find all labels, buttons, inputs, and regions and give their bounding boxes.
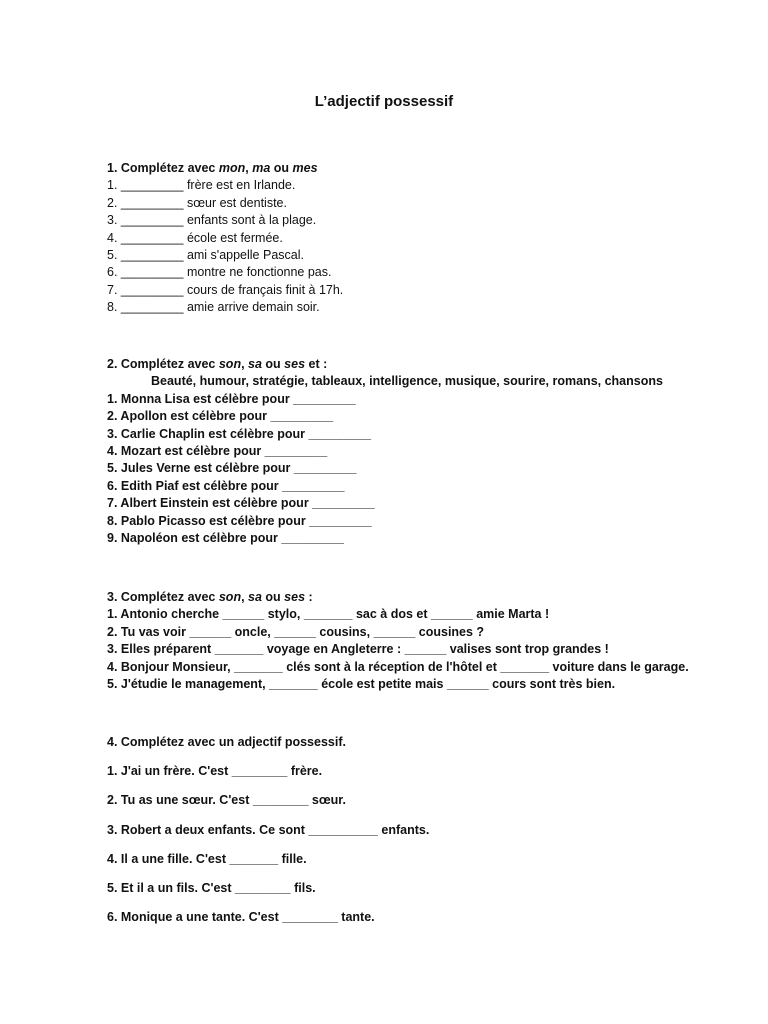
exercise-3-heading <box>107 589 727 606</box>
heading-separator: ou <box>270 161 293 175</box>
heading-keyword: ses <box>284 357 306 371</box>
exercise-3 <box>107 589 727 693</box>
heading-text: 3. Complétez avec <box>107 590 219 604</box>
exercise-item: 6. Monique a une tante. C'est ________ tante. <box>107 910 375 925</box>
heading-keyword: ma <box>252 161 271 175</box>
exercise-item: 1. J'ai un frère. C'est ________ frère. <box>107 764 323 779</box>
heading-text: 2. Complétez avec <box>107 357 219 371</box>
exercise-item: 5. _________ ami s'appelle Pascal. <box>107 247 304 262</box>
heading-keyword: son <box>218 357 242 371</box>
exercise-2-heading <box>107 356 727 373</box>
word-bank: Beauté, humour, stratégie, tableaux, intelligence, musique, sourire, romans, chansons <box>151 374 663 389</box>
exercise-item: 1. Monna Lisa est célèbre pour _________ <box>107 391 356 406</box>
exercise-4 <box>107 734 727 938</box>
exercise-1-heading <box>107 160 727 177</box>
exercise-item: 8. _________ amie arrive demain soir. <box>107 300 320 315</box>
exercise-item: 8. Pablo Picasso est célèbre pour _________ <box>107 513 372 528</box>
heading-keyword: mon <box>218 161 246 175</box>
exercise-item: 2. _________ sœur est dentiste. <box>107 195 287 210</box>
exercise-item: 1. _________ frère est en Irlande. <box>107 178 296 193</box>
exercise-item: 7. Albert Einstein est célèbre pour _________ <box>107 496 375 511</box>
exercise-1 <box>107 160 727 317</box>
exercise-item: 3. _________ enfants sont à la plage. <box>107 213 317 228</box>
heading-text: et : <box>305 357 328 371</box>
exercise-4-heading: 4. Complétez avec un adjectif possessif. <box>107 735 346 749</box>
heading-separator: ou <box>261 590 285 604</box>
heading-keyword: mes <box>292 161 318 175</box>
exercise-item: 2. Tu as une sœur. C'est ________ sœur. <box>107 793 346 808</box>
exercise-item: 2. Apollon est célèbre pour _________ <box>107 409 334 424</box>
exercise-2 <box>107 356 727 547</box>
exercise-item: 6. Edith Piaf est célèbre pour _________ <box>107 478 345 493</box>
exercise-item: 4. Il a une fille. C'est _______ fille. <box>107 851 307 866</box>
heading-keyword: sa <box>248 357 262 371</box>
exercise-item: 3. Carlie Chaplin est célèbre pour _________ <box>107 426 372 441</box>
exercise-item: 5. Jules Verne est célèbre pour _________ <box>107 461 357 476</box>
exercise-item: 5. Et il a un fils. C'est ________ fils. <box>107 880 316 895</box>
heading-keyword: son <box>218 590 242 604</box>
page-title: L’adjectif possessif <box>314 93 454 110</box>
heading-text: 1. Complétez avec <box>107 161 219 175</box>
exercise-item: 3. Robert a deux enfants. Ce sont __________ enfants. <box>107 822 430 837</box>
exercise-item: 5. J'étudie le management, _______ école est petite mais ______ cours sont très bien. <box>107 676 616 691</box>
heading-separator: , <box>245 161 253 175</box>
heading-separator: , <box>241 590 249 604</box>
heading-keyword: sa <box>248 590 262 604</box>
exercise-item: 1. Antonio cherche ______ stylo, _______ sac à dos et ______ amie Marta ! <box>107 607 550 622</box>
exercise-item: 9. Napoléon est célèbre pour _________ <box>107 530 344 545</box>
heading-keyword: ses <box>284 590 306 604</box>
exercise-item: 6. _________ montre ne fonctionne pas. <box>107 265 332 280</box>
exercise-item: 7. _________ cours de français finit à 17h. <box>107 282 344 297</box>
heading-separator: , <box>241 357 249 371</box>
heading-text: : <box>305 590 313 604</box>
exercise-item: 3. Elles préparent _______ voyage en Angleterre : ______ valises sont trop grandes ! <box>107 642 609 657</box>
heading-separator: ou <box>261 357 285 371</box>
exercise-item: 2. Tu vas voir ______ oncle, ______ cousins, ______ cousines ? <box>107 624 485 639</box>
exercise-item: 4. Bonjour Monsieur, _______ clés sont à la réception de l'hôtel et _______ voiture dans le garage. <box>107 659 689 674</box>
exercise-item: 4. _________ école est fermée. <box>107 230 283 245</box>
exercise-item: 4. Mozart est célèbre pour _________ <box>107 443 328 458</box>
